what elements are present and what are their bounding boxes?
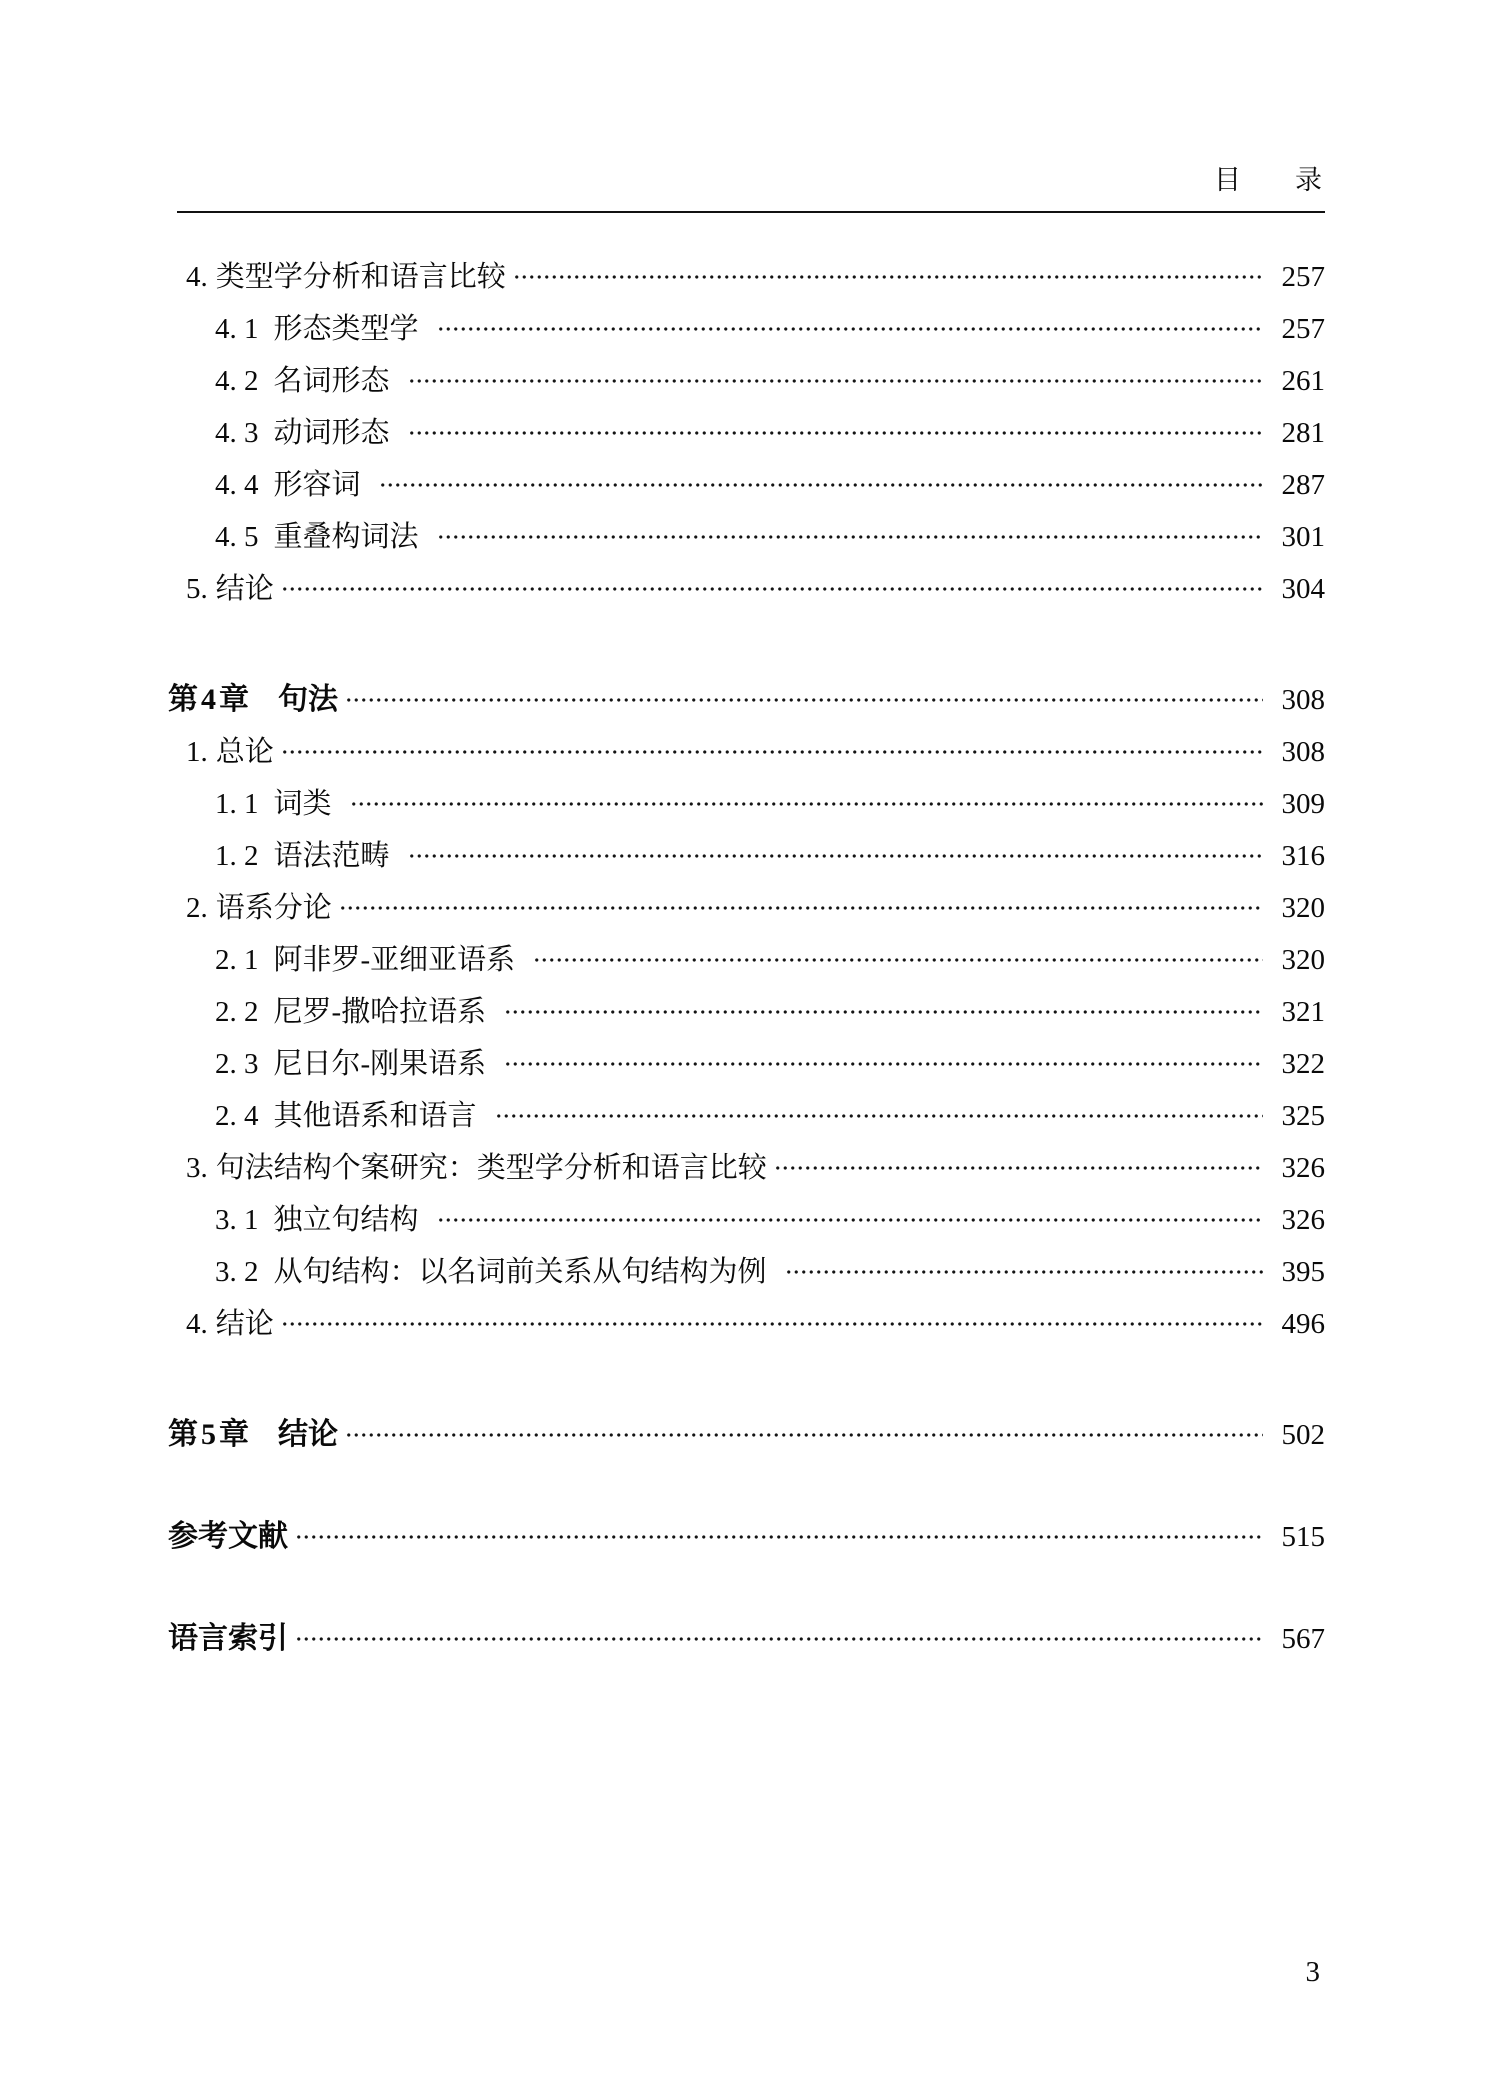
toc-entry-number: 2. — [186, 892, 208, 924]
toc-entry-page: 309 — [1281, 788, 1325, 820]
toc-entry-number: 5. — [186, 573, 208, 605]
toc-entry — [165, 986, 1325, 1038]
running-head-title: 目 录 — [1214, 165, 1322, 195]
toc-entry — [165, 882, 1325, 934]
toc-entry-number: 3. 2 — [215, 1256, 259, 1288]
toc-entry-page: 321 — [1281, 996, 1325, 1028]
dot-leader — [495, 1110, 1263, 1122]
toc-entry — [165, 830, 1325, 882]
toc-entry — [165, 934, 1325, 986]
dot-leader — [408, 427, 1263, 439]
dot-leader — [785, 1266, 1263, 1278]
dot-leader — [345, 694, 1263, 706]
toc-entry-page: 322 — [1281, 1048, 1325, 1080]
toc-entry-number: 4. — [186, 261, 208, 293]
toc-entry-title: 形容词 — [273, 469, 361, 501]
page-number: 3 — [1305, 1956, 1320, 1988]
dot-leader — [408, 850, 1263, 862]
toc-entry-title: 阿非罗-亚细亚语系 — [273, 944, 516, 976]
dot-leader — [379, 479, 1263, 491]
toc-entry-page: 326 — [1281, 1152, 1325, 1184]
toc-entry-page: 567 — [1281, 1623, 1325, 1655]
toc-entry-number: 4. 4 — [215, 469, 259, 501]
toc-entry-page: 308 — [1281, 736, 1325, 768]
toc-entry-number: 4. 2 — [215, 365, 259, 397]
toc-entry-title: 总论 — [215, 736, 274, 768]
toc-entry-title: 结论 — [278, 1418, 338, 1451]
dot-leader — [437, 323, 1263, 335]
table-of-contents — [165, 251, 1325, 1665]
toc-entry-title: 尼罗-撒哈拉语系 — [273, 996, 487, 1028]
toc-entry-page: 257 — [1281, 313, 1325, 345]
dot-leader — [339, 902, 1263, 914]
dot-leader — [350, 798, 1263, 810]
toc-entry-page: 325 — [1281, 1100, 1325, 1132]
toc-entry — [165, 778, 1325, 830]
toc-entry-number: 第4章 — [168, 683, 252, 716]
toc-chapter-entry — [165, 674, 1325, 726]
toc-entry-title: 形态类型学 — [273, 313, 419, 345]
toc-entry — [165, 1142, 1325, 1194]
dot-leader — [504, 1058, 1263, 1070]
toc-entry-page: 287 — [1281, 469, 1325, 501]
toc-entry-title: 动词形态 — [273, 417, 390, 449]
toc-entry-page: 326 — [1281, 1204, 1325, 1236]
dot-leader — [345, 1429, 1263, 1441]
dot-leader — [774, 1162, 1263, 1174]
header-rule — [177, 211, 1325, 213]
toc-entry-page: 304 — [1281, 573, 1325, 605]
toc-entry — [165, 726, 1325, 778]
dot-leader — [295, 1633, 1263, 1645]
toc-entry-title: 重叠构词法 — [273, 521, 419, 553]
toc-entry-number: 4. — [186, 1308, 208, 1340]
toc-entry-page: 301 — [1281, 521, 1325, 553]
toc-entry-title: 独立句结构 — [273, 1204, 419, 1236]
toc-entry — [165, 407, 1325, 459]
dot-leader — [281, 746, 1263, 758]
toc-entry-number: 4. 5 — [215, 521, 259, 553]
toc-entry-page: 316 — [1281, 840, 1325, 872]
toc-entry-number: 3. 1 — [215, 1204, 259, 1236]
toc-entry-title: 尼日尔-刚果语系 — [273, 1048, 487, 1080]
toc-entry-page: 320 — [1281, 892, 1325, 924]
toc-entry-page: 496 — [1281, 1308, 1325, 1340]
dot-leader — [513, 271, 1263, 283]
toc-entry-number: 2. 1 — [215, 944, 259, 976]
dot-leader — [437, 1214, 1263, 1226]
toc-entry-number: 第5章 — [168, 1418, 252, 1451]
toc-entry-number: 2. 4 — [215, 1100, 259, 1132]
toc-entry-number: 4. 3 — [215, 417, 259, 449]
dot-leader — [408, 375, 1263, 387]
dot-leader — [437, 531, 1263, 543]
toc-entry — [165, 355, 1325, 407]
toc-entry — [165, 563, 1325, 615]
toc-entry — [165, 511, 1325, 563]
toc-entry-title: 从句结构：以名词前关系从句结构为例 — [273, 1256, 767, 1288]
toc-section-entry — [165, 1511, 1325, 1563]
toc-entry-title: 语言索引 — [168, 1622, 288, 1655]
toc-entry — [165, 1194, 1325, 1246]
toc-entry-number: 1. 2 — [215, 840, 259, 872]
dot-leader — [504, 1006, 1263, 1018]
toc-entry-page: 320 — [1281, 944, 1325, 976]
dot-leader — [295, 1531, 1263, 1543]
toc-entry-title: 参考文献 — [168, 1520, 288, 1553]
toc-entry — [165, 303, 1325, 355]
toc-entry — [165, 251, 1325, 303]
toc-entry-page: 395 — [1281, 1256, 1325, 1288]
toc-entry-number: 2. 3 — [215, 1048, 259, 1080]
dot-leader — [281, 583, 1263, 595]
toc-entry-page: 308 — [1281, 684, 1325, 716]
toc-entry — [165, 1246, 1325, 1298]
toc-entry-page: 281 — [1281, 417, 1325, 449]
toc-chapter-entry — [165, 1409, 1325, 1461]
toc-section-entry — [165, 1613, 1325, 1665]
toc-entry — [165, 459, 1325, 511]
dot-leader — [281, 1318, 1263, 1330]
toc-entry-page: 515 — [1281, 1521, 1325, 1553]
toc-entry-title: 句法结构个案研究：类型学分析和语言比较 — [215, 1152, 767, 1184]
toc-entry-page: 261 — [1281, 365, 1325, 397]
toc-entry-title: 语系分论 — [215, 892, 332, 924]
toc-entry-page: 502 — [1281, 1419, 1325, 1451]
toc-entry-title: 语法范畴 — [273, 840, 390, 872]
toc-entry-title: 句法 — [278, 683, 338, 716]
toc-entry-title: 结论 — [215, 573, 274, 605]
toc-entry-number: 4. 1 — [215, 313, 259, 345]
toc-entry-title: 类型学分析和语言比较 — [215, 261, 506, 293]
toc-entry-page: 257 — [1281, 261, 1325, 293]
toc-entry-number: 1. — [186, 736, 208, 768]
toc-entry-title: 词类 — [273, 788, 332, 820]
toc-entry — [165, 1090, 1325, 1142]
toc-entry — [165, 1038, 1325, 1090]
toc-entry-title: 其他语系和语言 — [273, 1100, 477, 1132]
toc-entry-title: 名词形态 — [273, 365, 390, 397]
toc-entry-number: 3. — [186, 1152, 208, 1184]
toc-entry-title: 结论 — [215, 1308, 274, 1340]
toc-entry — [165, 1298, 1325, 1350]
toc-entry-number: 1. 1 — [215, 788, 259, 820]
dot-leader — [533, 954, 1263, 966]
toc-entry-number: 2. 2 — [215, 996, 259, 1028]
